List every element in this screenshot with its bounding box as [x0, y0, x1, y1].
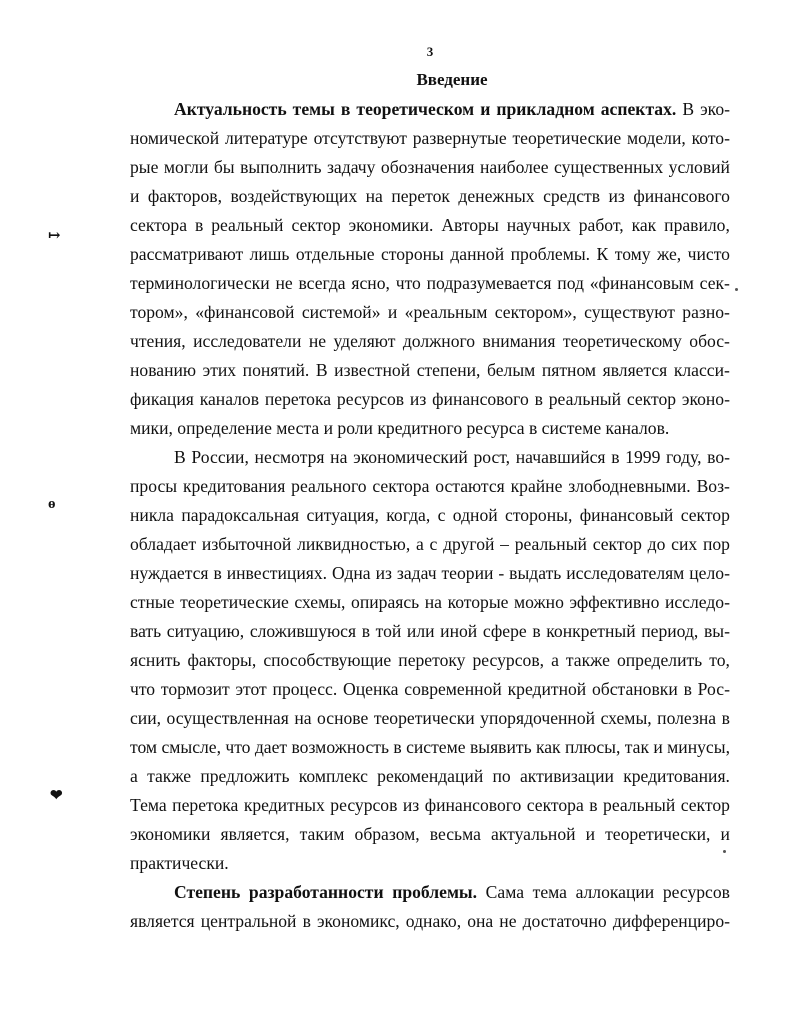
scan-speck	[735, 288, 738, 291]
word: тормозит	[160, 679, 230, 699]
word: просы	[130, 476, 178, 496]
word: разработанности	[248, 882, 384, 902]
word: или	[406, 621, 435, 641]
word: весьма	[429, 824, 481, 844]
word: факторов,	[147, 186, 222, 206]
word: конкретный	[546, 621, 636, 641]
word: отдельные	[295, 244, 375, 264]
word: и	[387, 302, 398, 322]
word: разно-	[682, 302, 730, 322]
word: которые	[447, 592, 509, 612]
word: К	[596, 244, 609, 264]
text-line	[130, 501, 730, 530]
word: определить	[616, 650, 703, 670]
word: тому	[614, 244, 651, 264]
word: эко-	[700, 99, 730, 119]
word: реальный	[211, 215, 284, 235]
word: финансового	[432, 389, 529, 409]
word: в	[302, 911, 311, 931]
word: теоретическому	[562, 331, 682, 351]
word: той	[375, 621, 402, 641]
word: том	[130, 737, 158, 757]
word: теоретически	[373, 708, 475, 728]
word: класси-	[673, 360, 730, 380]
word: остаются	[435, 476, 505, 496]
word: обозначения	[380, 157, 475, 177]
word: работ,	[578, 215, 624, 235]
word: рассматривают	[130, 244, 244, 264]
word: темы	[292, 99, 335, 119]
word: кредитования	[182, 476, 286, 496]
word: отсутствуют	[313, 128, 407, 148]
text-line	[130, 530, 730, 559]
word: ликвидностью,	[297, 534, 411, 554]
word: существенных	[554, 157, 664, 177]
word: сектор	[680, 505, 730, 525]
word: реального	[291, 476, 367, 496]
word: Авторы	[441, 215, 499, 235]
word: избыточной	[201, 534, 292, 554]
word: ресурсов	[336, 389, 405, 409]
word: и	[720, 824, 730, 844]
word: упорядоченной	[480, 708, 596, 728]
word: развернутые	[412, 128, 507, 148]
word: рые	[130, 157, 159, 177]
text-line	[130, 385, 730, 414]
word: центральной	[200, 911, 297, 931]
word: комплекс	[298, 766, 368, 786]
word: пор	[702, 534, 730, 554]
word: сектора	[372, 476, 430, 496]
word: модели,	[627, 128, 686, 148]
text-line	[130, 762, 730, 791]
word: является	[130, 911, 195, 931]
word: уделяют	[333, 331, 396, 351]
word: никла	[130, 505, 174, 525]
word: из	[402, 795, 420, 815]
word: терминологически	[130, 273, 270, 293]
word: аспектах.	[600, 99, 677, 119]
word: так	[624, 737, 649, 757]
word: плюсы,	[564, 737, 621, 757]
word: экономики	[130, 824, 211, 844]
word: по	[492, 766, 511, 786]
word: исследо-	[664, 592, 730, 612]
word: из	[608, 186, 625, 206]
text-line	[130, 791, 730, 820]
word: нуждается	[130, 563, 209, 583]
word: яснить	[130, 650, 181, 670]
text-line	[130, 124, 730, 153]
word: дает	[254, 737, 288, 757]
word: выдать	[509, 563, 562, 583]
word: теории	[441, 563, 494, 583]
word: перетока	[172, 795, 239, 815]
word: году,	[666, 447, 702, 467]
word: также	[147, 766, 192, 786]
word: В	[174, 447, 186, 467]
word: известной	[334, 360, 411, 380]
word: степени,	[416, 360, 481, 380]
word: в	[213, 563, 222, 583]
word: реальный	[548, 389, 621, 409]
word: крайне	[510, 476, 563, 496]
word: реальный	[514, 534, 587, 554]
text-line	[130, 327, 730, 356]
word: белым	[487, 360, 536, 380]
word: Степень	[174, 882, 241, 902]
word: финансовый	[579, 505, 674, 525]
scan-speck	[723, 850, 726, 853]
word: однако,	[405, 911, 462, 931]
word: из	[375, 563, 392, 583]
word: актуальной	[490, 824, 576, 844]
word: что	[395, 273, 421, 293]
word: рекомендаций	[377, 766, 484, 786]
word: не	[308, 331, 327, 351]
word: фикация	[130, 389, 194, 409]
word: основе	[317, 708, 369, 728]
word: «финансовой	[195, 302, 295, 322]
word: аллокации	[575, 882, 655, 902]
word: злободневными.	[568, 476, 691, 496]
word: предложить	[200, 766, 290, 786]
word: сектор	[626, 389, 677, 409]
word: в	[340, 99, 351, 119]
word: ситуация,	[306, 505, 379, 525]
text-line	[130, 414, 730, 443]
word: несмотря	[254, 447, 325, 467]
word: могли	[163, 157, 209, 177]
word: Тема	[130, 795, 167, 815]
word: смысле,	[161, 737, 221, 757]
word: в	[534, 389, 543, 409]
word: одной	[452, 505, 498, 525]
word: что	[130, 679, 156, 699]
line-text: практически.	[130, 853, 229, 873]
word: в	[361, 621, 370, 641]
word: «финансовым	[589, 273, 694, 293]
word: кредитования.	[623, 766, 730, 786]
text-line	[130, 704, 730, 733]
word: обос-	[689, 331, 730, 351]
word: достаточно	[522, 911, 607, 931]
word: теоретически,	[605, 824, 711, 844]
word: наиболее	[480, 157, 549, 177]
word: также	[565, 650, 610, 670]
text-line	[130, 153, 730, 182]
word: что	[225, 737, 251, 757]
word: Одна	[331, 563, 371, 583]
margin-mark-icon: ɵ	[48, 496, 56, 512]
word: не	[499, 911, 517, 931]
word: нованию	[130, 360, 197, 380]
word: современной	[404, 679, 502, 699]
word: в	[532, 621, 541, 641]
text-line	[130, 820, 730, 849]
text-line	[130, 182, 730, 211]
word: на	[424, 592, 442, 612]
word: проблемы.	[392, 882, 478, 902]
word: экономикс,	[316, 911, 400, 931]
word: правило,	[664, 215, 730, 235]
word: процесс.	[272, 679, 338, 699]
word: тором»,	[130, 302, 188, 322]
word: активизации	[519, 766, 614, 786]
word: когда,	[386, 505, 431, 525]
word: существуют	[584, 302, 675, 322]
word: другой	[443, 534, 495, 554]
word: сек-	[699, 273, 730, 293]
word: вы-	[703, 621, 730, 641]
word: в	[194, 215, 204, 235]
word: понятий.	[242, 360, 310, 380]
word: теоретическом	[356, 99, 475, 119]
word: ясно,	[351, 273, 390, 293]
word: а	[130, 766, 138, 786]
word: исследователи	[193, 331, 302, 351]
word: в	[611, 447, 620, 467]
word: задач	[396, 563, 437, 583]
text-line	[130, 472, 730, 501]
word: проблемы.	[510, 244, 591, 264]
text-line	[130, 240, 730, 269]
word: прикладном	[496, 99, 595, 119]
word: сих	[671, 534, 698, 554]
word: в	[589, 795, 598, 815]
word: можно	[514, 592, 564, 612]
word: лишь	[249, 244, 290, 264]
text-line	[130, 356, 730, 385]
text-line	[130, 559, 730, 588]
word: выполнить	[240, 157, 322, 177]
word: а	[551, 650, 559, 670]
word: -	[498, 563, 505, 583]
text-line	[130, 298, 730, 327]
word: В	[682, 99, 695, 119]
word: сектора	[526, 795, 584, 815]
word: схемы,	[294, 592, 346, 612]
word: эффективно	[569, 592, 660, 612]
word: цело-	[689, 563, 730, 583]
word: стороны	[380, 244, 444, 264]
word: номической	[130, 128, 220, 148]
word: должного	[402, 331, 476, 351]
text-line	[130, 443, 730, 472]
word: чисто	[687, 244, 730, 264]
word: Сама	[485, 882, 525, 902]
word: денежных	[458, 186, 535, 206]
text-line	[130, 211, 730, 240]
word: этот	[235, 679, 267, 699]
word: и	[130, 186, 140, 206]
word: перетока	[264, 389, 332, 409]
word: обстановки	[592, 679, 678, 699]
word: не	[275, 273, 293, 293]
word: стные	[130, 592, 175, 612]
word: сектором»,	[494, 302, 577, 322]
word: а	[415, 534, 424, 554]
word: данной	[450, 244, 505, 264]
text-line	[130, 878, 730, 907]
text-line	[130, 269, 730, 298]
word: на	[365, 186, 383, 206]
word: Оценка	[343, 679, 399, 699]
word: же,	[657, 244, 682, 264]
word: системе	[406, 737, 466, 757]
word: на	[294, 708, 312, 728]
word: начавшийся	[515, 447, 606, 467]
word: –	[500, 534, 509, 554]
word: осуществленная	[166, 708, 289, 728]
margin-mark-icon: ↦	[48, 228, 61, 244]
word: вать	[130, 621, 162, 641]
word: рост,	[473, 447, 511, 467]
word: сектора	[130, 215, 188, 235]
text-line	[130, 907, 730, 936]
word: ситуацию,	[166, 621, 245, 641]
word: сфере	[482, 621, 527, 641]
word: перетоку	[398, 650, 466, 670]
word: минусы,	[667, 737, 730, 757]
word: под	[557, 273, 584, 293]
word: «реальным	[404, 302, 488, 322]
word: сложившуюся	[249, 621, 357, 641]
word: Актуальность	[174, 99, 287, 119]
word: является,	[220, 824, 290, 844]
word: этих	[202, 360, 237, 380]
word: опираясь	[351, 592, 420, 612]
word: всегда	[298, 273, 346, 293]
text-line	[130, 95, 730, 124]
word: ресурсов	[330, 795, 398, 815]
word: как	[631, 215, 657, 235]
word: в	[683, 679, 692, 699]
word: переток	[391, 186, 450, 206]
word: является	[602, 360, 668, 380]
word: пятном	[541, 360, 597, 380]
word: и	[585, 824, 596, 844]
word: сии,	[130, 708, 162, 728]
word: финансового	[424, 795, 522, 815]
text-line	[130, 646, 730, 675]
word: России,	[191, 447, 249, 467]
word: каналов	[199, 389, 260, 409]
page-number: 3	[426, 44, 434, 59]
word: подразумевается	[426, 273, 552, 293]
word: и	[653, 737, 663, 757]
word: как	[535, 737, 561, 757]
word: кото-	[691, 128, 730, 148]
word: воздействующих	[230, 186, 358, 206]
word: факторы,	[187, 650, 257, 670]
word: задачу	[326, 157, 376, 177]
word: сектор	[680, 795, 730, 815]
word: финансового	[633, 186, 730, 206]
text-line	[130, 675, 730, 704]
word: сектор	[592, 534, 642, 554]
text-line	[130, 733, 730, 762]
word: ресурсов,	[472, 650, 545, 670]
word: сектор	[291, 215, 341, 235]
word: в	[721, 708, 730, 728]
word: Воз-	[696, 476, 730, 496]
word: инвестициях.	[226, 563, 328, 583]
word: на	[330, 447, 348, 467]
word: полезна	[657, 708, 717, 728]
word: В	[315, 360, 328, 380]
word: таким	[299, 824, 345, 844]
text-line	[130, 588, 730, 617]
body-text	[130, 95, 730, 936]
word: кредитных	[243, 795, 325, 815]
word: бы	[213, 157, 235, 177]
word: способствующие	[263, 650, 392, 670]
word: тема	[532, 882, 567, 902]
word: период,	[641, 621, 699, 641]
word: стороны,	[505, 505, 573, 525]
word: системой»	[301, 302, 381, 322]
word: дифференциро-	[612, 911, 730, 931]
text-line	[130, 849, 730, 878]
word: в	[393, 737, 402, 757]
word: до	[647, 534, 666, 554]
word: образом,	[354, 824, 420, 844]
word: то,	[709, 650, 730, 670]
word: она	[467, 911, 494, 931]
word: исследователям	[566, 563, 685, 583]
word: чтения,	[130, 331, 186, 351]
word: условий	[668, 157, 730, 177]
word: Рос-	[697, 679, 730, 699]
word: реальный	[603, 795, 676, 815]
word: иной	[440, 621, 478, 641]
word: научных	[506, 215, 571, 235]
word: средств	[543, 186, 601, 206]
word: экономики.	[348, 215, 434, 235]
word: кредитной	[507, 679, 587, 699]
word: с	[437, 505, 446, 525]
word: из	[409, 389, 427, 409]
word: выявить	[469, 737, 532, 757]
section-title: Введение	[416, 70, 488, 89]
word: парадоксальная	[181, 505, 300, 525]
word: и	[480, 99, 491, 119]
word: с	[429, 534, 438, 554]
word: 1999	[625, 447, 661, 467]
word: обладает	[130, 534, 197, 554]
word: ресурсов	[662, 882, 730, 902]
word: теоретические	[512, 128, 622, 148]
line-text: мики, определение места и роли кредитного ресурса в системе каналов.	[130, 418, 670, 438]
text-line	[130, 617, 730, 646]
word: внимания	[482, 331, 556, 351]
word: схемы,	[600, 708, 652, 728]
word: литературе	[225, 128, 308, 148]
word: теоретические	[180, 592, 289, 612]
word: во-	[707, 447, 730, 467]
word: экономический	[353, 447, 468, 467]
margin-mark-icon: ❤	[50, 788, 63, 804]
word: эконо-	[681, 389, 730, 409]
word: возможность	[291, 737, 390, 757]
